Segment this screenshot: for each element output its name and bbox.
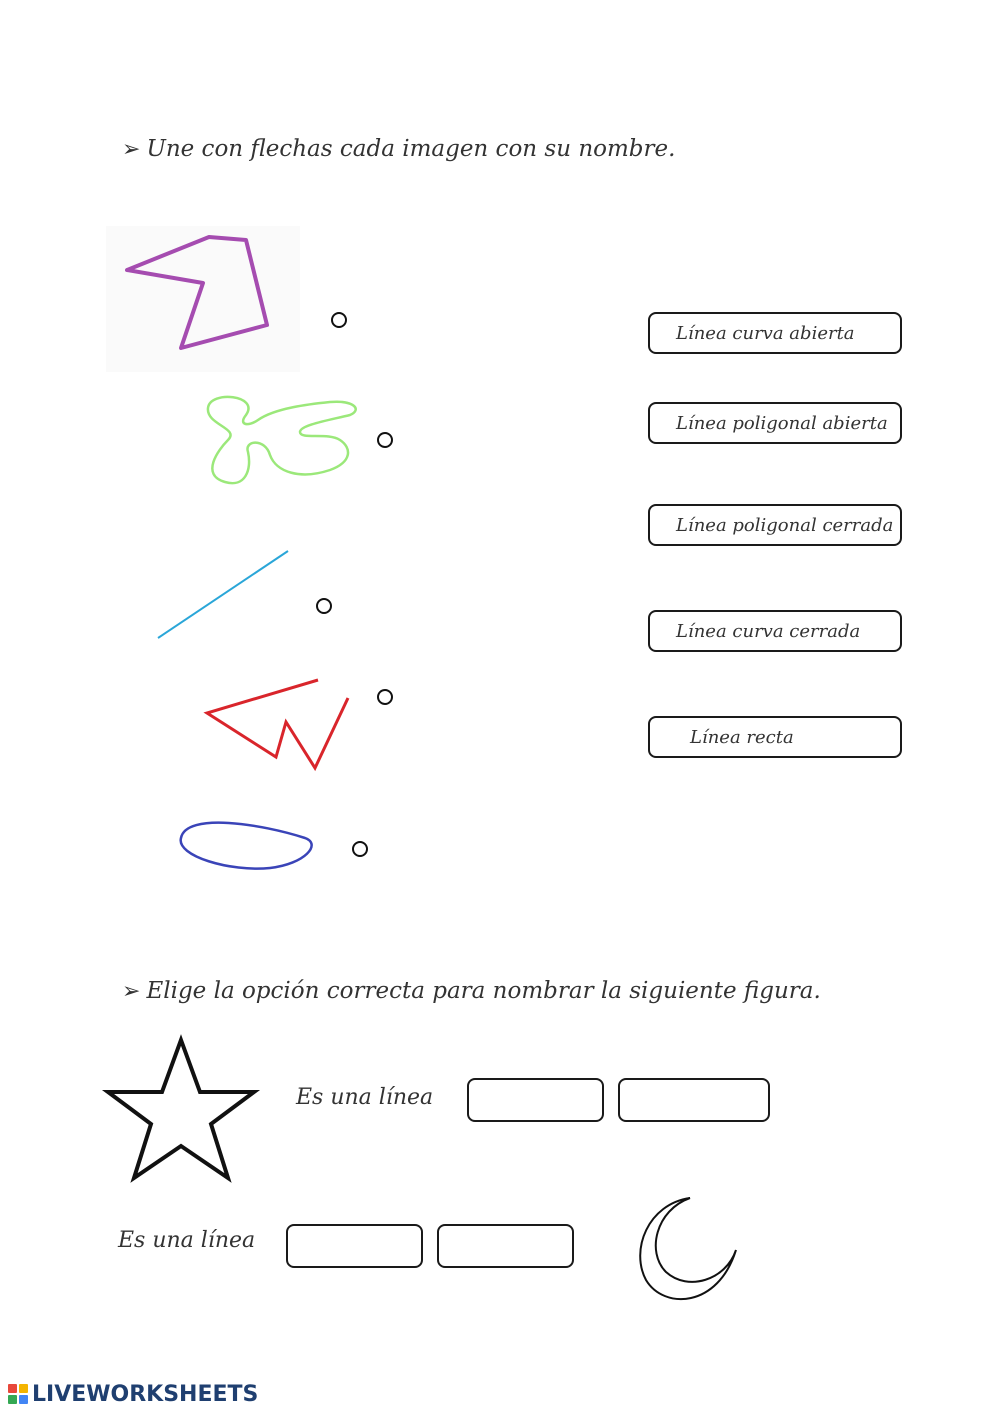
brand-grid-icon [8, 1384, 28, 1404]
connector-dot-1[interactable] [331, 312, 347, 328]
connector-dot-3[interactable] [316, 598, 332, 614]
instruction-text: Elige la opción correcta para nombrar la siguiente figura. [146, 978, 821, 1004]
crescent-moon-icon [618, 1180, 758, 1315]
answer-box-star-1[interactable] [467, 1078, 604, 1122]
prompt-star: Es una línea [296, 1085, 434, 1110]
open-polygon-figure [207, 680, 348, 768]
prompt-moon: Es una línea [118, 1228, 256, 1253]
connector-dot-5[interactable] [352, 841, 368, 857]
instruction-text: Une con flechas cada imagen con su nombre. [146, 136, 676, 162]
connector-dot-2[interactable] [377, 432, 393, 448]
open-curve-figure [208, 397, 356, 483]
label-polygon-closed[interactable]: Línea poligonal cerrada [648, 504, 902, 546]
label-curve-closed[interactable]: Línea curva cerrada [648, 610, 902, 652]
answer-box-moon-1[interactable] [286, 1224, 423, 1268]
brand-logo [8, 1381, 258, 1407]
label-straight[interactable]: Línea recta [648, 716, 902, 758]
brand-name: LIVEWORKSHEETS [32, 1381, 259, 1407]
label-curve-open[interactable]: Línea curva abierta [648, 312, 902, 354]
answer-box-star-2[interactable] [618, 1078, 770, 1122]
connector-dot-4[interactable] [377, 689, 393, 705]
star-icon [100, 1032, 265, 1187]
instruction-choose [122, 978, 821, 1004]
closed-curve-figure [181, 823, 312, 869]
figure-bg [106, 226, 300, 372]
arrow-bullet-icon: ➢ [122, 979, 141, 1004]
answer-box-moon-2[interactable] [437, 1224, 574, 1268]
label-polygon-open[interactable]: Línea poligonal abierta [648, 402, 902, 444]
straight-line-figure [158, 551, 288, 638]
arrow-bullet-icon: ➢ [122, 137, 141, 162]
